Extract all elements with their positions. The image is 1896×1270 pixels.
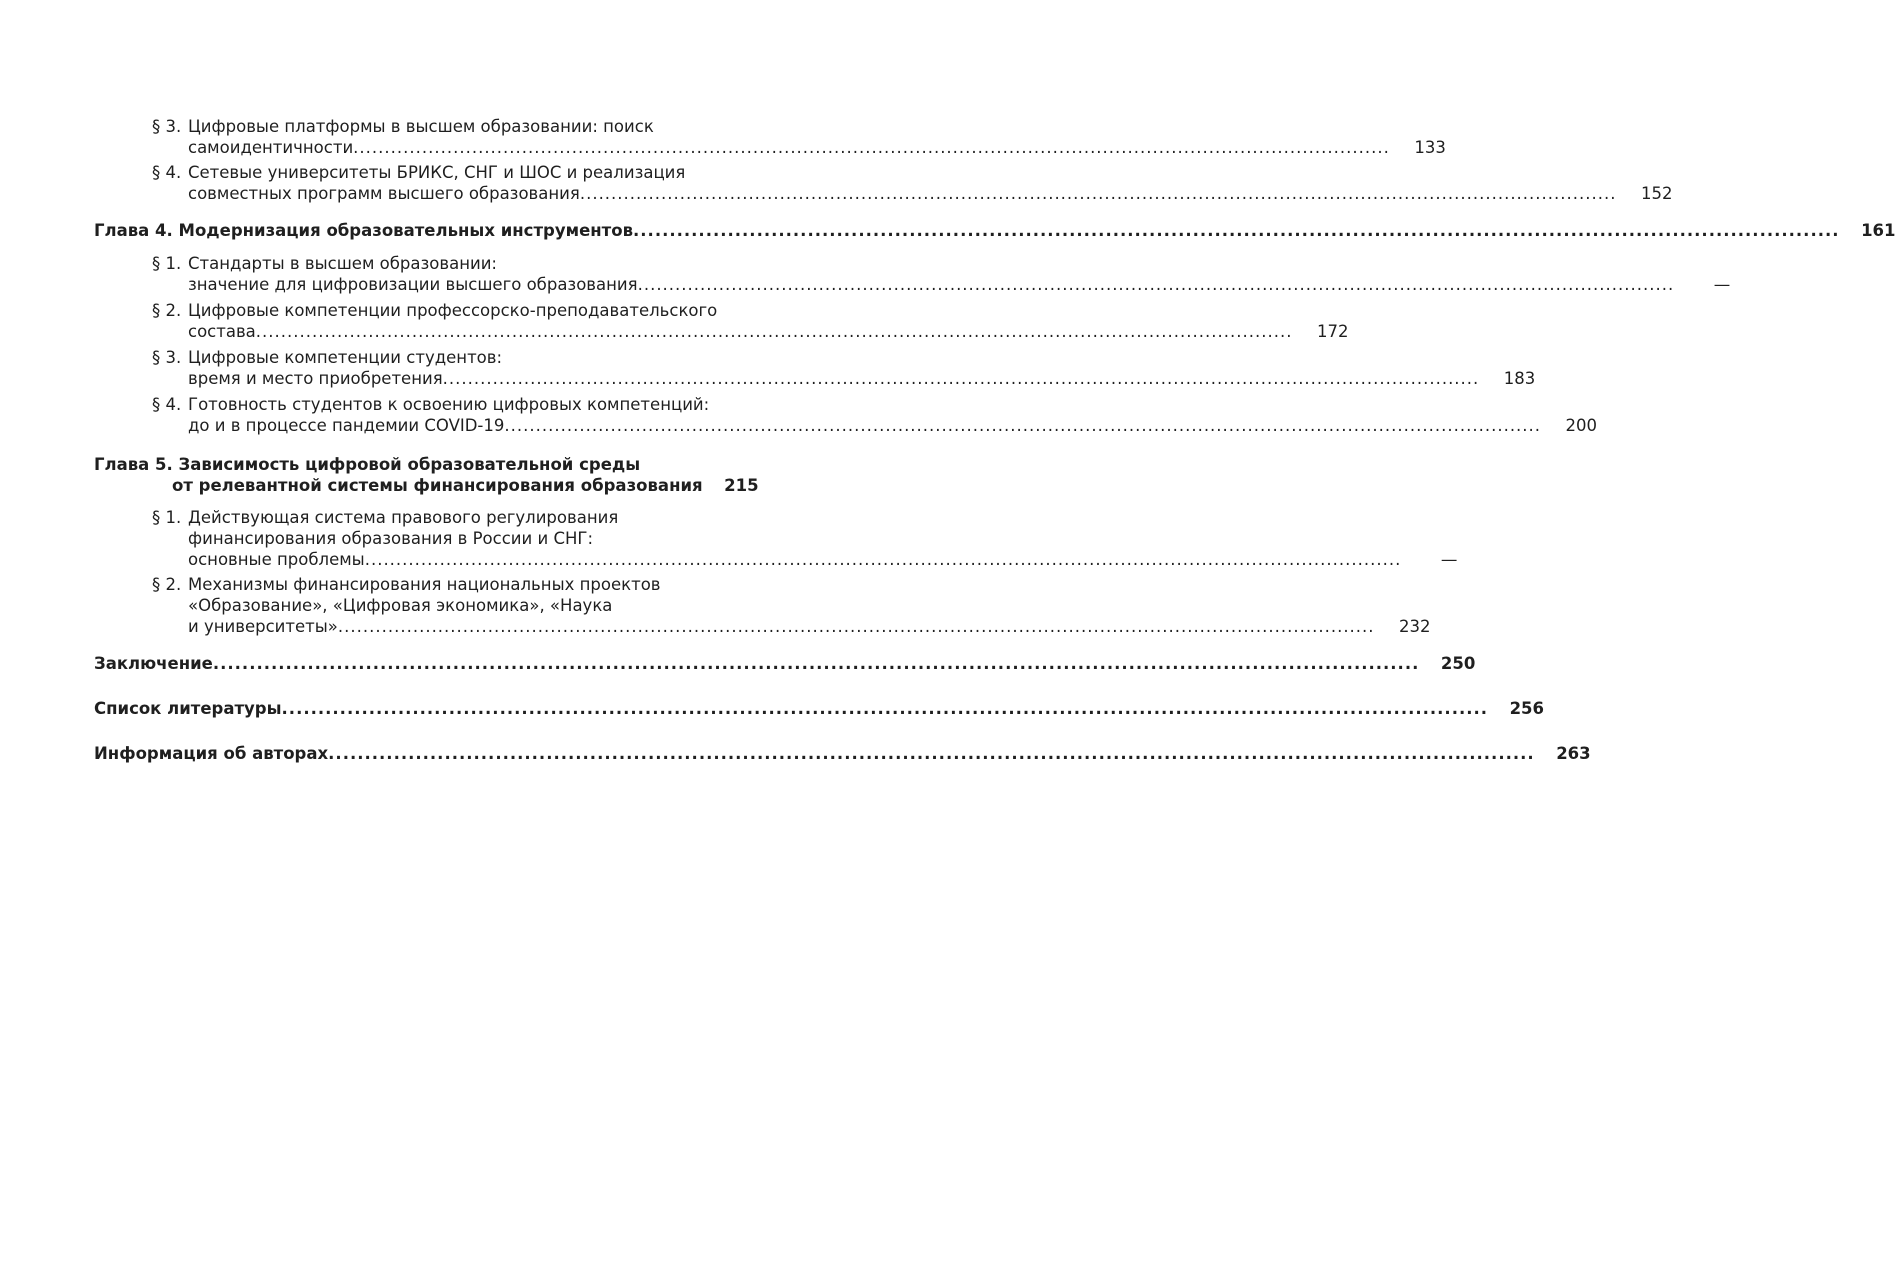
dot-leader: ......................................................................................................................................................................	[337, 617, 1375, 636]
chapter-title: Заключение	[94, 654, 213, 673]
chapter-title-line: Глава 5. Зависимость цифровой образовательной среды	[94, 455, 641, 474]
page-number: 200	[1565, 416, 1598, 435]
toc-entry	[152, 394, 1598, 436]
dot-leader: ......................................................................................................................................................................	[637, 275, 1675, 294]
section-number: § 2.	[152, 575, 182, 594]
toc-chapter	[94, 743, 1591, 764]
entry-last-line: время и место приобретения	[188, 369, 443, 388]
chapter-title: Список литературы	[94, 699, 282, 718]
page-number: —	[1440, 550, 1458, 569]
toc-entry	[152, 116, 1446, 158]
page-number: 161	[1861, 221, 1896, 240]
entry-last-line: самоидентичности	[188, 138, 354, 157]
page-number: 263	[1556, 744, 1591, 763]
chapter-title: Информация об авторах	[94, 744, 329, 763]
section-number: § 3.	[152, 117, 182, 136]
entry-line: Цифровые компетенции студентов:	[188, 348, 503, 367]
toc-chapter	[94, 653, 1476, 674]
entry-line: «Образование», «Цифровая экономика», «Наука	[188, 596, 613, 615]
entry-last-line: основные проблемы	[188, 550, 365, 569]
dot-leader: ......................................................................................................................................................................	[442, 369, 1480, 388]
chapter-title-last-line: от релевантной системы финансирования образования	[172, 476, 703, 495]
toc-chapter	[94, 220, 1896, 241]
section-number: § 1.	[152, 508, 182, 527]
entry-line: финансирования образования в России и СНГ:	[188, 529, 594, 548]
entry-last-line: совместных программ высшего образования	[188, 184, 580, 203]
dot-leader: ......................................................................................................................................................................	[255, 322, 1293, 341]
entry-line: Стандарты в высшем образовании:	[188, 254, 497, 273]
page-number: 152	[1640, 184, 1673, 203]
toc-chapter	[94, 454, 759, 496]
dot-leader: ......................................................................................................................................................................	[364, 550, 1402, 569]
entry-line: Цифровые платформы в высшем образовании: поиск	[188, 117, 654, 136]
page-number: 172	[1316, 322, 1349, 341]
toc-entry	[152, 574, 1431, 637]
page-number: 133	[1414, 138, 1446, 157]
entry-last-line: до и в процессе пандемии COVID-19	[188, 416, 505, 435]
page-number: 256	[1509, 699, 1545, 718]
entry-last-line: и университеты»	[188, 617, 338, 636]
entry-line: Сетевые университеты БРИКС, СНГ и ШОС и реализация	[188, 163, 686, 182]
section-number: § 4.	[152, 163, 182, 182]
page-number: 232	[1399, 617, 1431, 636]
section-number: § 3.	[152, 348, 182, 367]
entry-last-line: состава	[188, 322, 256, 341]
page-number: 183	[1503, 369, 1536, 388]
entry-last-line: значение для цифровизации высшего образования	[188, 275, 638, 294]
dot-leader: ......................................................................................................................................................................	[579, 184, 1617, 203]
section-number: § 4.	[152, 395, 182, 414]
toc-chapter	[94, 698, 1545, 719]
dot-leader: ......................................................................................................................................................................	[633, 221, 1840, 240]
dot-leader: ......................................................................................................................................................................	[353, 138, 1390, 157]
toc-entry	[152, 507, 1458, 570]
entry-line: Механизмы финансирования национальных проектов	[188, 575, 661, 594]
dot-leader: ......................................................................................................................................................................	[328, 744, 1535, 763]
dot-leader: ......................................................................................................................................................................	[281, 699, 1489, 718]
toc-entry	[152, 162, 1673, 204]
page-number: 215	[724, 476, 759, 495]
section-number: § 2.	[152, 301, 182, 320]
toc-entry	[152, 253, 1731, 295]
toc-entry	[152, 300, 1349, 342]
toc-entry	[152, 347, 1536, 389]
dot-leader: ......................................................................................................................................................................	[504, 416, 1542, 435]
section-number: § 1.	[152, 254, 182, 273]
page-number: 250	[1440, 654, 1476, 673]
entry-line: Действующая система правового регулирования	[188, 508, 619, 527]
dot-leader: ......................................................................................................................................................................	[212, 654, 1420, 673]
chapter-title: Глава 4. Модернизация образовательных инструментов	[94, 221, 634, 240]
entry-line: Готовность студентов к освоению цифровых компетенций:	[188, 395, 710, 414]
page-number: —	[1713, 275, 1731, 294]
entry-line: Цифровые компетенции профессорско-преподавательского	[188, 301, 718, 320]
